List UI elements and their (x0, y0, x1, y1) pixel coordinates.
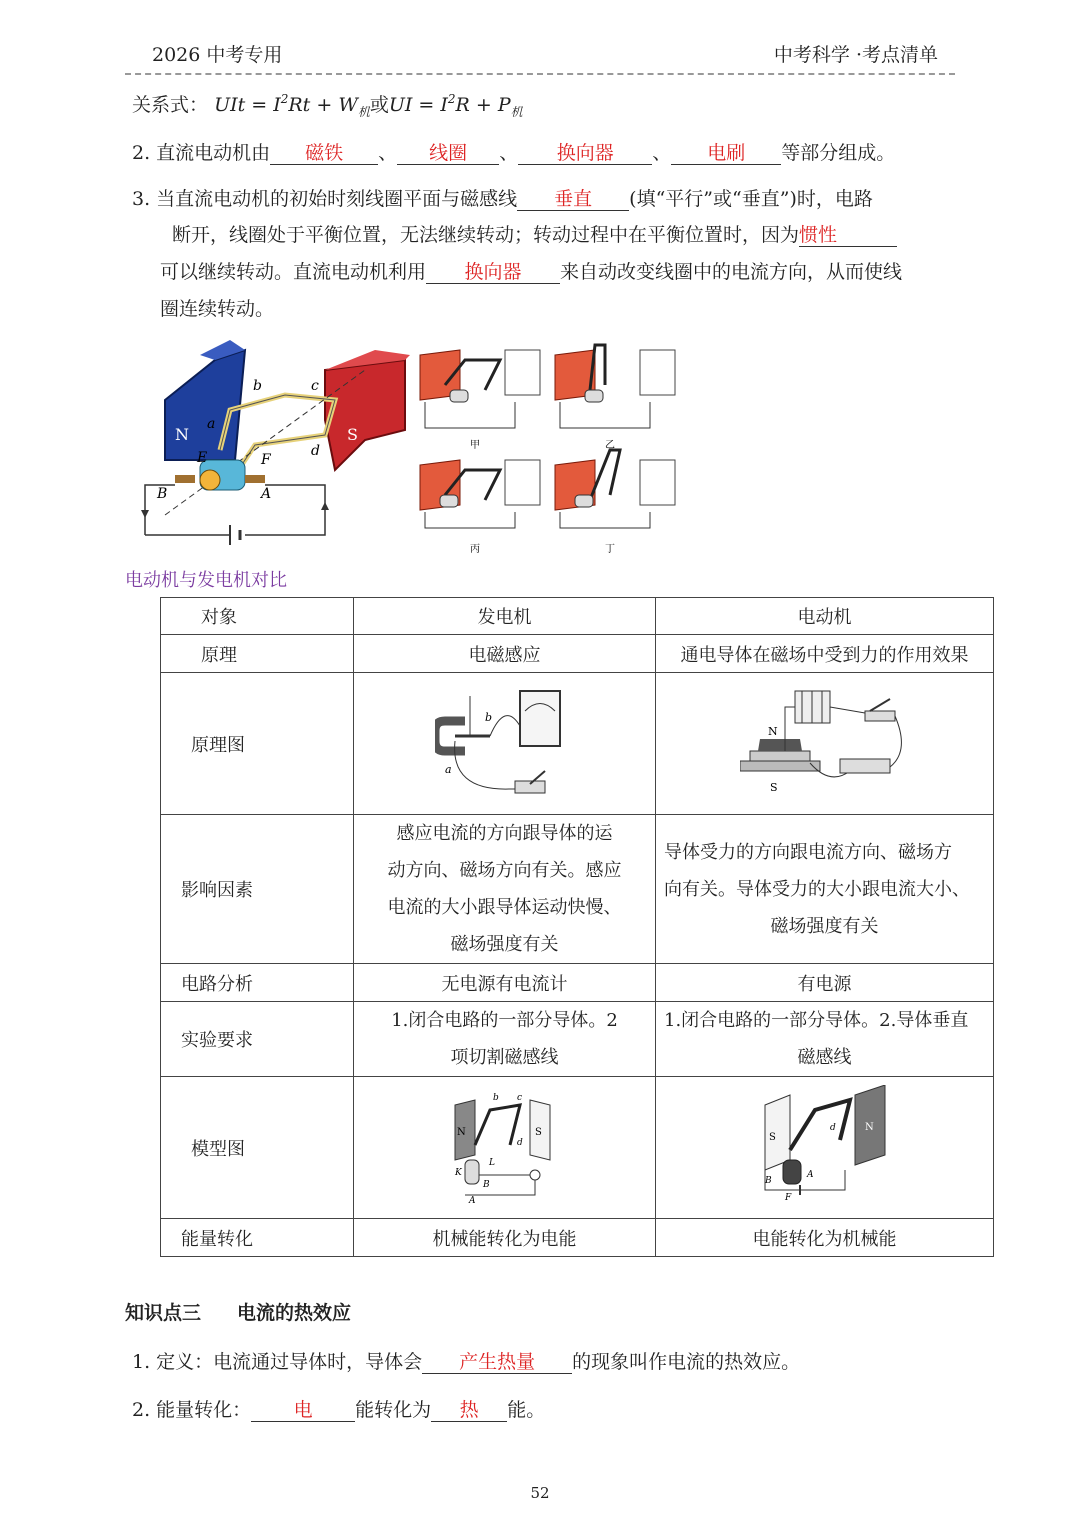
cell-line: 项切割磁感线 (450, 1047, 559, 1068)
position-ding (555, 450, 675, 555)
svg-text:b: b (492, 1093, 499, 1103)
row-label: 原理 (161, 635, 354, 673)
formula-label: 关系式： (132, 94, 209, 116)
table-cell: 电磁感应 (354, 635, 656, 673)
answer-blank: 产生热量 (422, 1351, 572, 1374)
caption-bing: 丙 (470, 544, 480, 555)
cell-line: 1.闭合电路的一部分导体。2 (391, 1010, 618, 1031)
cell-line: 电流的大小跟导体运动快慢、 (387, 897, 622, 918)
question-3-line-3: 可以继续转动。直流电动机利用 换向器 来自动改变线圈中的电流方向，从而使线 (160, 261, 903, 283)
formula-expr-2: UI = $I^2R + P_机$ (388, 92, 523, 119)
motor-positions-diagram (415, 340, 685, 560)
cell-line: 1.闭合电路的一部分导体。2.导体垂直 (664, 1010, 969, 1031)
answer-blank: 线圈 (397, 142, 499, 165)
table-cell (354, 1077, 656, 1219)
answer-blank: 换向器 (426, 261, 560, 284)
header-right: 中考科学 ·考点清单 (773, 44, 938, 66)
svg-text:d: d (516, 1138, 523, 1148)
knowledge-point-heading (125, 1298, 351, 1325)
label-s: S (347, 425, 358, 444)
label-n: N (175, 425, 189, 444)
table-header-cell: 对象 (161, 598, 354, 635)
row-label: 模型图 (161, 1077, 354, 1219)
position-yi (555, 345, 675, 451)
table-cell: 无电源有电流计 (354, 964, 656, 1002)
caption-yi: 乙 (605, 440, 615, 451)
svg-text:B: B (764, 1176, 772, 1186)
table-header-cell: 电动机 (656, 598, 994, 635)
position-bing (420, 460, 540, 555)
svg-text:F: F (784, 1193, 791, 1203)
caption-jia: 甲 (470, 440, 480, 451)
caption-ding: 丁 (605, 544, 615, 555)
row-label: 实验要求 (161, 1002, 354, 1077)
comparison-table (160, 597, 994, 1257)
table-row (161, 598, 994, 635)
answer-blank: 换向器 (518, 142, 652, 165)
table-cell: 电能转化为机械能 (656, 1219, 994, 1257)
definition-line: 1. 定义：电流通过导体时，导体会 产生热量 的现象叫作电流的热效应。 (132, 1351, 801, 1373)
energy-conversion-line: 2. 能量转化： 电 能转化为 热 能。 (132, 1399, 546, 1421)
table-header-cell: 发电机 (354, 598, 656, 635)
question-2: 2. 直流电动机由 磁铁 、 线圈 、 换向器 、 电刷 等部分组成。 (132, 142, 896, 164)
svg-text:d: d (829, 1123, 836, 1133)
answer-blank: 热 (431, 1399, 507, 1422)
formula-or: 或 (369, 94, 389, 116)
motor-principle-figure (740, 681, 910, 801)
svg-text:S: S (768, 1132, 776, 1143)
row-label: 能量转化 (161, 1219, 354, 1257)
question-3-line-2: 断开，线圈处于平衡位置，无法继续转动；转动过程中在平衡位置时，因为惯性 (172, 220, 897, 247)
svg-text:b: b (484, 711, 492, 724)
cell-line: 磁感线 (797, 1047, 852, 1068)
svg-text:N: N (864, 1122, 874, 1133)
answer-blank: 垂直 (517, 188, 629, 211)
cell-line: 感应电流的方向跟导体的运 (396, 823, 613, 844)
row-label: 原理图 (161, 673, 354, 815)
question-3-line-4: 圈连续转动。 (160, 298, 275, 320)
motor-model-figure (755, 1085, 895, 1205)
svg-text:S: S (769, 781, 778, 794)
answer-blank: 磁铁 (270, 142, 378, 165)
label-a-upper: A (261, 486, 272, 502)
label-a: a (207, 416, 216, 432)
svg-text:N: N (767, 725, 778, 738)
label-d: d (311, 443, 320, 459)
table-row (161, 673, 994, 815)
answer-blank: 电刷 (671, 142, 781, 165)
svg-text:S: S (534, 1127, 542, 1138)
comparison-title: 电动机与发电机对比 (125, 570, 287, 591)
table-cell (656, 1002, 994, 1077)
answer-blank: 电 (251, 1399, 355, 1422)
cell-line: 导体受力的方向跟电流方向、磁场方 (664, 841, 952, 863)
svg-text:A: A (468, 1196, 475, 1205)
table-row (161, 815, 994, 964)
table-cell (354, 815, 656, 964)
table-cell (656, 815, 994, 964)
table-row (161, 635, 994, 673)
page-number: 52 (530, 1484, 550, 1502)
table-row (161, 1219, 994, 1257)
label-b-upper: B (157, 486, 168, 502)
svg-text:K: K (454, 1168, 462, 1178)
table-cell (354, 1002, 656, 1077)
table-cell: 通电导体在磁场中受到力的作用效果 (656, 635, 994, 673)
table-row (161, 1002, 994, 1077)
cell-line: 动方向、磁场方向有关。感应 (387, 860, 622, 881)
svg-text:A: A (806, 1170, 813, 1180)
header-left: 2026 中考专用 (152, 44, 283, 66)
cell-line: 磁场强度有关 (450, 934, 559, 955)
table-cell (656, 673, 994, 815)
row-label: 电路分析 (161, 964, 354, 1002)
cell-line: 磁场强度有关 (770, 915, 879, 937)
position-jia (420, 350, 540, 451)
header-divider (125, 73, 955, 75)
table-cell: 机械能转化为电能 (354, 1219, 656, 1257)
generator-model-figure (445, 1085, 565, 1205)
label-b: b (253, 378, 262, 394)
table-cell (656, 1077, 994, 1219)
table-row (161, 964, 994, 1002)
formula-line (132, 90, 523, 120)
svg-text:L: L (488, 1158, 495, 1168)
generator-principle-figure (435, 681, 575, 801)
svg-text:a: a (444, 763, 452, 776)
svg-text:c: c (516, 1093, 522, 1103)
label-f: F (261, 452, 271, 468)
knowledge-point-label: 知识点三 (125, 1302, 202, 1324)
answer-blank: 惯性 (799, 224, 897, 247)
cell-line: 向有关。导体受力的大小跟电流大小、 (664, 878, 970, 900)
table-cell (354, 673, 656, 815)
label-c: c (311, 378, 319, 394)
table-cell: 有电源 (656, 964, 994, 1002)
label-e: E (197, 450, 208, 466)
question-3-line-1: 3. 当直流电动机的初始时刻线圈平面与磁感线 垂直 (填“平行”或“垂直”)时，电路 (132, 188, 873, 210)
table-row (161, 1077, 994, 1219)
svg-text:B: B (482, 1180, 490, 1190)
knowledge-point-title: 电流的热效应 (237, 1302, 352, 1324)
svg-text:N: N (456, 1127, 466, 1138)
dc-motor-diagram (135, 340, 415, 555)
formula-expr: UIt = $I^2Rt + W_机$ (214, 92, 370, 119)
row-label: 影响因素 (161, 815, 354, 964)
